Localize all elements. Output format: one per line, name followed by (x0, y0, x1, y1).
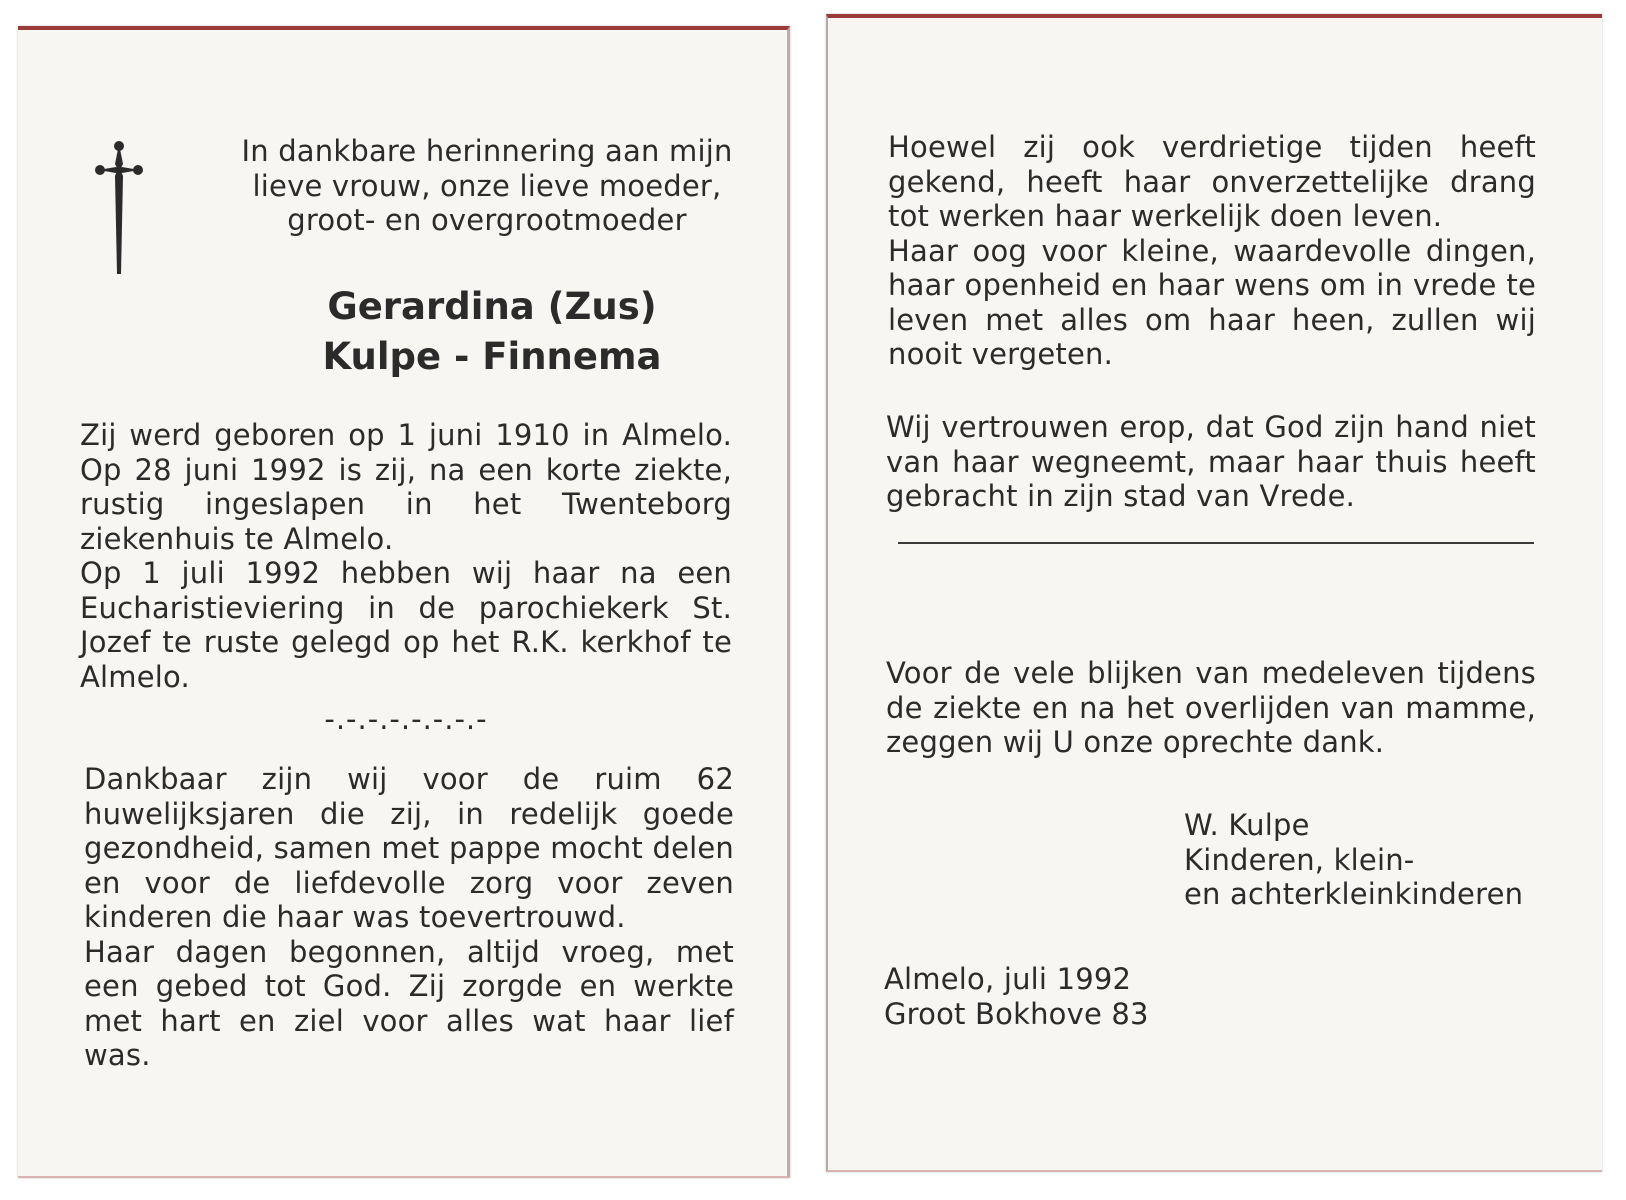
dotted-divider: -.-.-.-.-.-.-.- (324, 702, 488, 736)
signature-line-1: W. Kulpe (1184, 808, 1310, 842)
deceased-name-line2: Kulpe - Finnema (322, 335, 662, 378)
cross-icon (94, 140, 150, 274)
signature-line-3: en achterkleinkinderen (1184, 877, 1524, 911)
signature-line-2: Kinderen, klein- (1184, 842, 1415, 877)
dedication-text: In dankbare herinnering aan mijn lieve vrouw, onze lieve moeder, groot- en overgrootmoeder (241, 134, 733, 237)
address: Groot Bokhove 83 (884, 996, 1149, 1031)
thanks-paragraph: Voor de vele blijken van medeleven tijdens de ziekte en na het overlijden van mamme, zeggen wij U onze oprechte dank. (886, 656, 1536, 759)
reflection-paragraph-1: Hoewel zij ook verdrietige tijden heeft gekend, heeft haar onverzettelijke drang tot werken haar werkelijk doen leven. (888, 130, 1536, 233)
horizontal-rule (898, 542, 1534, 544)
deceased-name (232, 282, 752, 382)
faith-paragraph: Wij vertrouwen erop, dat God zijn hand niet van haar wegneemt, maar haar thuis heeft gebracht in zijn stad van Vrede. (886, 410, 1536, 513)
tribute-paragraph-1: Dankbaar zijn wij voor de ruim 62 huwelijksjaren die zij, in redelijk goede gezondheid, samen met pappe mocht delen en voor de liefdevolle zorg voor zeven kinderen die haar was toevertrouwd. (84, 762, 734, 934)
signature-block (1184, 808, 1564, 912)
biography-section (80, 418, 732, 694)
reflection-section (888, 130, 1536, 372)
tribute-section (84, 762, 734, 1073)
place-and-address (884, 962, 1284, 1031)
place-date: Almelo, juli 1992 (884, 962, 1132, 996)
biography-paragraph-2: Op 1 juli 1992 hebben wij haar na een Eucharistieviering in de parochiekerk St. Jozef te ruste gelegd op het R.K. kerkhof te Almelo. (80, 556, 732, 694)
deceased-name-line1: Gerardina (Zus) (327, 285, 657, 328)
biography-paragraph-1: Zij werd geboren op 1 juni 1910 in Almelo. Op 28 juni 1992 is zij, na een korte ziekte, rustig ingeslapen in het Twenteborg ziekenhuis te Almelo. (80, 418, 732, 556)
reflection-paragraph-2: Haar oog voor kleine, waardevolle dingen, haar openheid en haar wens om in vrede te leven met alles om haar heen, zullen wij nooit vergeten. (888, 233, 1536, 371)
tribute-paragraph-2: Haar dagen begonnen, altijd vroeg, met een gebed tot God. Zij zorgde en werkte met hart en ziel voor alles wat haar lief was. (84, 934, 734, 1072)
